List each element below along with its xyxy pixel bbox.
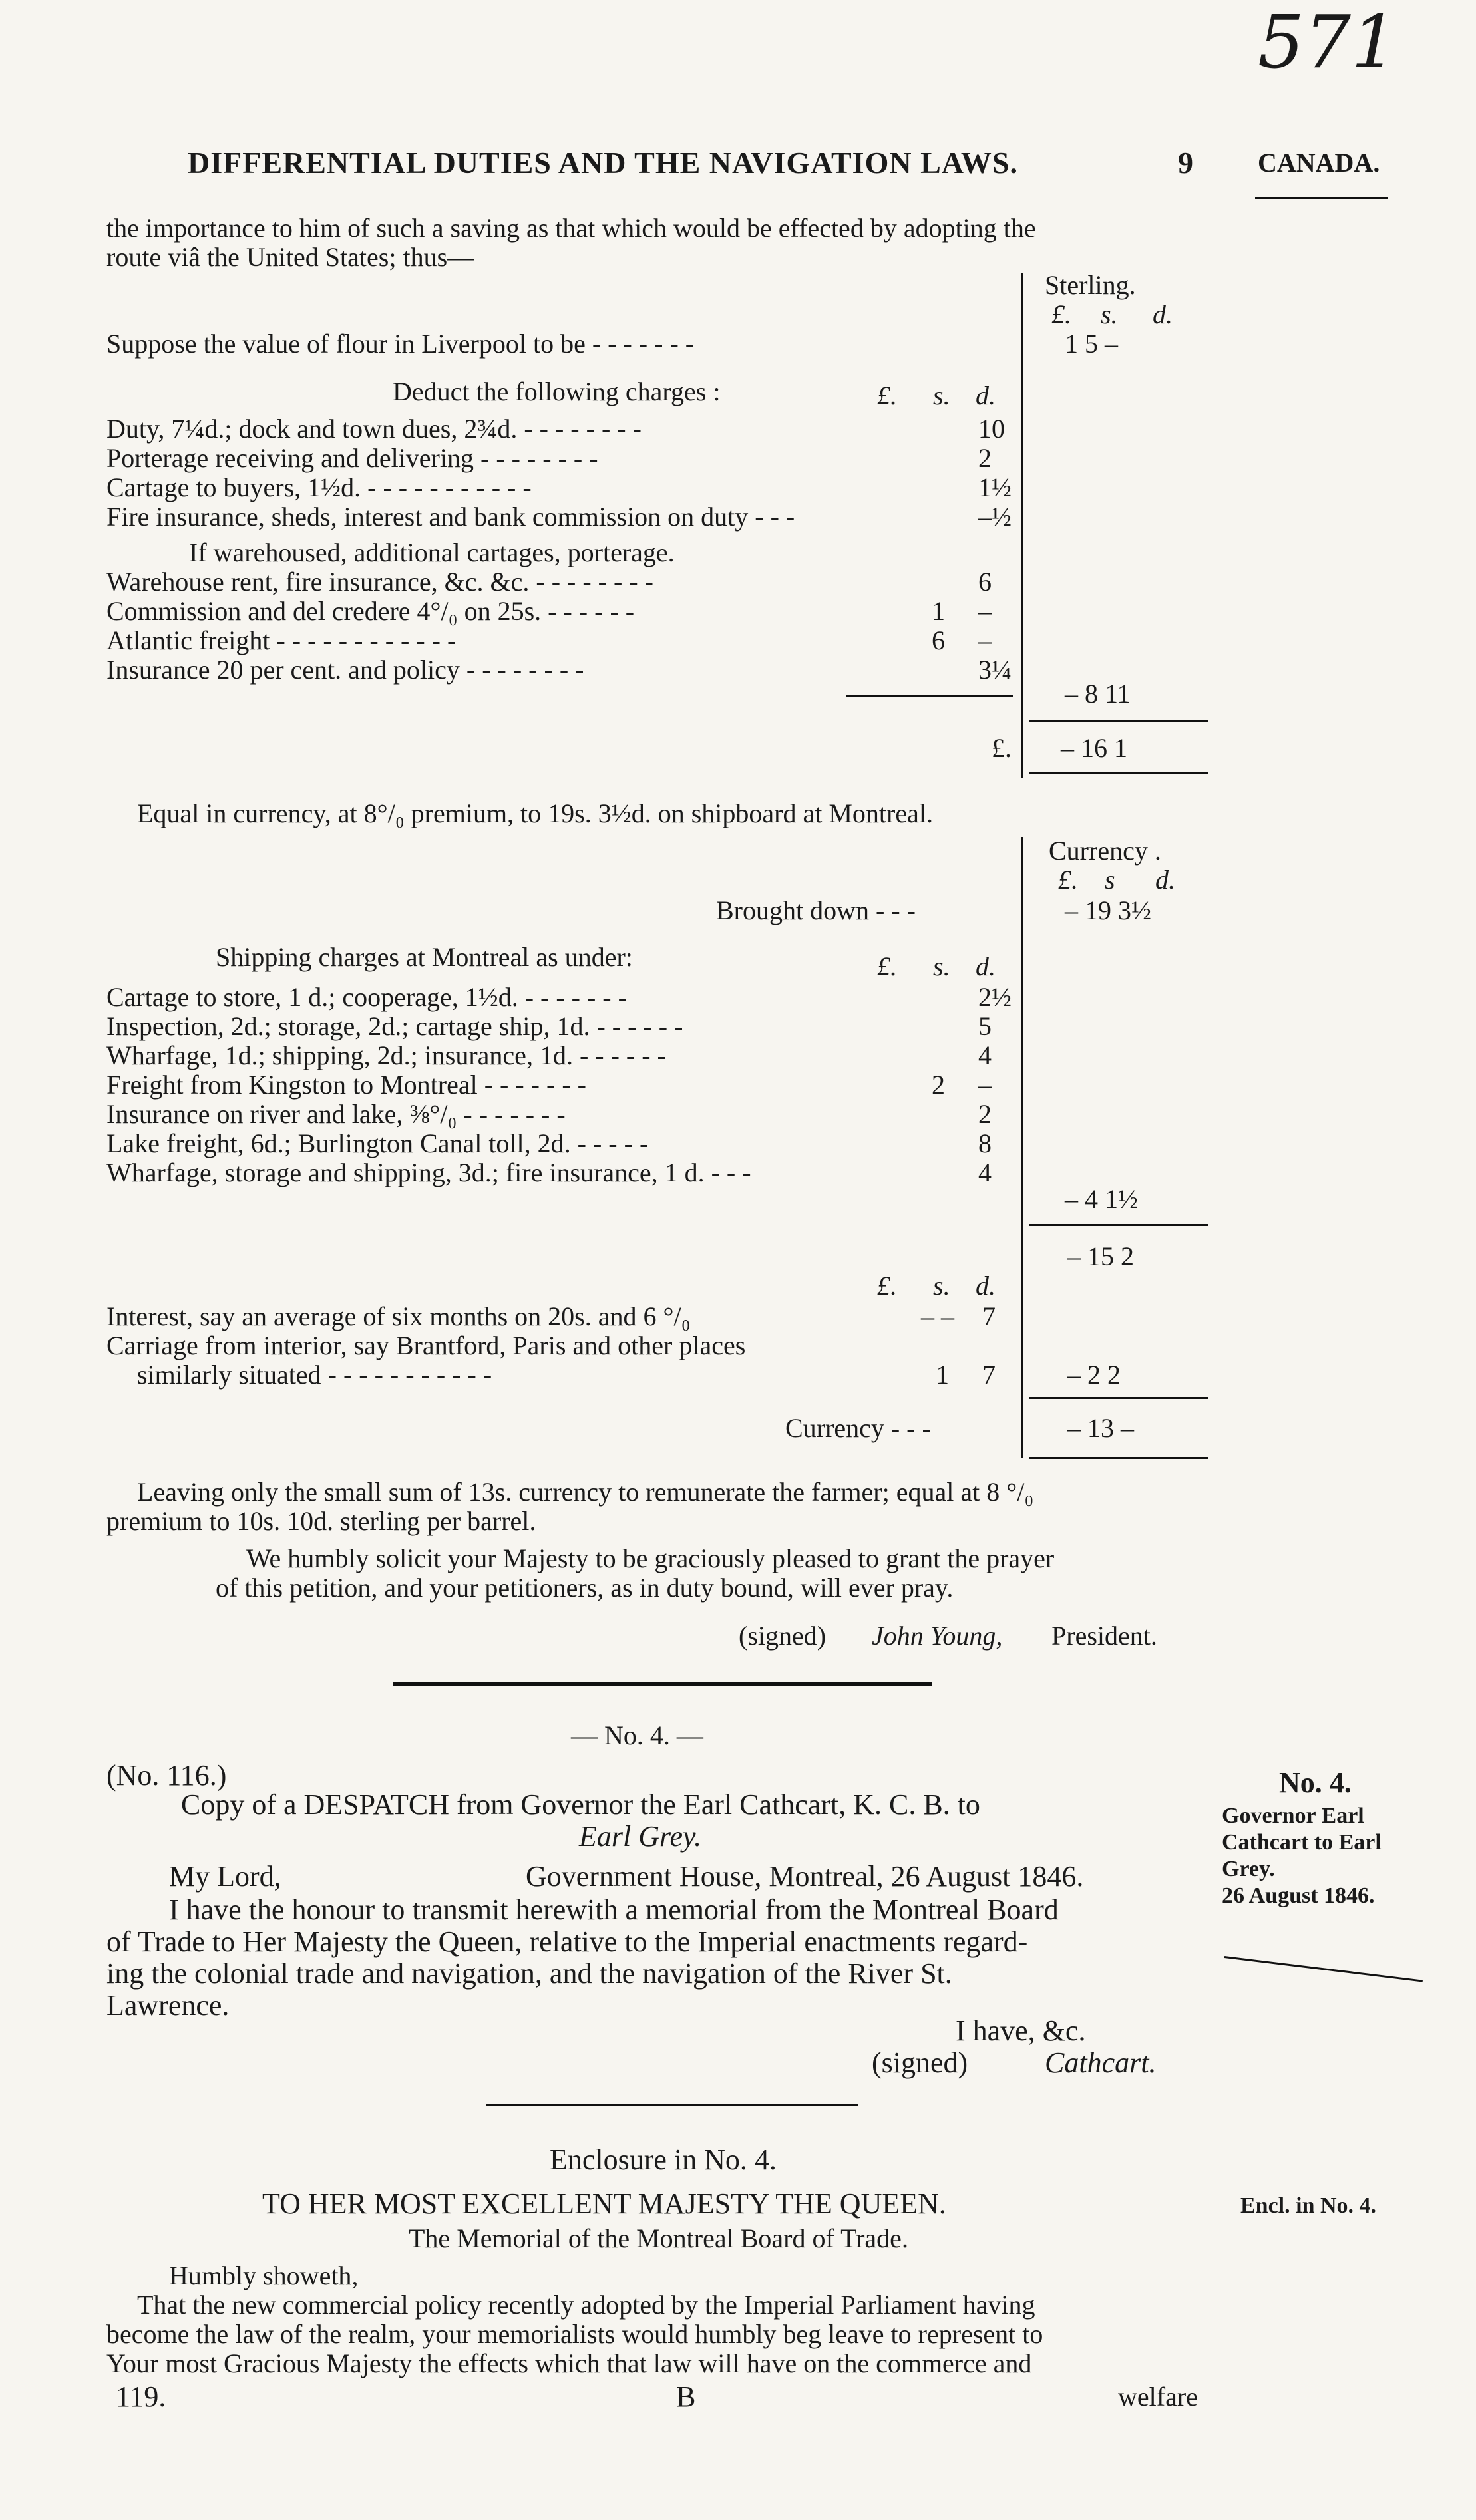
despatch-close: I have, &c. (956, 2014, 1086, 2047)
flour-value: 1 5 – (1065, 329, 1118, 359)
charge-row-label: Fire insurance, sheds, interest and bank commission on duty - - - (106, 502, 795, 532)
charge-row-pence: 2 (978, 443, 992, 473)
margin-cathcart: Cathcart to Earl (1222, 1830, 1382, 1855)
shipping-total: – 4 1½ (1065, 1184, 1138, 1214)
shipping-title: Shipping charges at Montreal as under: (216, 942, 633, 972)
charge-row-label: Warehouse rent, fire insurance, &c. &c. - - - - - - - - (106, 567, 653, 597)
closing-signer-title: President. (1051, 1621, 1157, 1651)
margin-grey: Grey. (1222, 1857, 1275, 1881)
intro-line-2: route viâ the United States; thus— (106, 242, 474, 272)
sterling-subtotal: – 8 11 (1065, 679, 1131, 709)
deduct-title: Deduct the following charges : (393, 377, 721, 406)
page-title: DIFFERENTIAL DUTIES AND THE NAVIGATION LAWS. (188, 146, 1018, 180)
despatch-body-4: Lawrence. (106, 1989, 230, 2022)
charge-row-pence: 5 (978, 1011, 992, 1041)
despatch-title-1: Copy of a DESPATCH from Governor the Earl Cathcart, K. C. B. to (181, 1788, 980, 1821)
charge-row-pence: 6 (978, 567, 992, 597)
interest-col-pounds: £. (877, 1271, 897, 1301)
charge-row-pence: 4 (978, 1040, 992, 1070)
folio-number: 571 (1258, 0, 1397, 84)
charge-row-pence: 8 (978, 1128, 992, 1158)
deduct-col-pence: d. (976, 381, 996, 410)
footer-signature-mark: B (676, 2380, 696, 2413)
carriage-shillings: 1 (936, 1360, 949, 1390)
sterling-column-rule (1021, 273, 1023, 778)
charge-row-pence: –½ (978, 502, 1012, 532)
interest-col-shillings: s. (933, 1271, 950, 1301)
enclosure-memorial: The Memorial of the Montreal Board of Trade. (409, 2223, 908, 2253)
currency-column-rule (1021, 837, 1023, 1458)
carriage-total: – 2 2 (1067, 1360, 1121, 1390)
charge-row-pence: 3¼ (978, 655, 1012, 685)
sterling-total-value: – 16 1 (1061, 733, 1127, 763)
despatch-body-1: I have the honour to transmit herewith a memorial from the Montreal Board (169, 1893, 1059, 1926)
charge-row-pence: 4 (978, 1158, 992, 1187)
currency-equivalence: Equal in currency, at 8°/₀ premium, to 19s. 3½d. on shipboard at Montreal. (137, 798, 933, 828)
charge-row-label: Freight from Kingston to Montreal - - - - - - - (106, 1070, 586, 1100)
enclosure-heading: Enclosure in No. 4. (550, 2143, 777, 2176)
brought-down-value: – 19 3½ (1065, 895, 1151, 925)
currency-col-pounds: £. (1058, 865, 1078, 895)
sterling-inner-rule (846, 695, 1013, 697)
sterling-col-pence: d. (1153, 299, 1173, 329)
shipping-col-pounds: £. (877, 951, 897, 981)
brought-down-label: Brought down - - - (716, 895, 916, 925)
interest-label: Interest, say an average of six months on 20s. and 6 °/₀ (106, 1301, 691, 1331)
intro-line-1: the importance to him of such a saving as that which would be effected by adopting the (106, 213, 1036, 243)
deduct-col-shillings: s. (933, 381, 950, 410)
charge-row-pence: – (978, 625, 992, 655)
enclosure-addressee: TO HER MOST EXCELLENT MAJESTY THE QUEEN. (262, 2187, 946, 2220)
closing-signer: John Young, (872, 1621, 1003, 1651)
charge-row-label: Porterage receiving and delivering - - - - - - - - (106, 443, 598, 473)
sterling-total-label: £. (992, 733, 1012, 763)
enclosure-divider (486, 2104, 858, 2106)
closing-line-1: Leaving only the small sum of 13s. currency to remunerate the farmer; equal at 8 °/₀ (137, 1477, 1034, 1507)
margin-pointer-line (1224, 1956, 1423, 1982)
charge-row-pence: – (978, 596, 992, 626)
running-total: – 15 2 (1067, 1241, 1134, 1271)
enclosure-showeth: Humbly showeth, (169, 2261, 359, 2290)
enclosure-body-2: become the law of the realm, your memorialists would humbly beg leave to represent to (106, 2319, 1043, 2349)
footer-number: 119. (116, 2380, 166, 2413)
charge-row-shillings: 1 (932, 596, 945, 626)
charge-row-label: Commission and del credere 4°/₀ on 25s. - - - - - - (106, 596, 635, 626)
shipping-col-pence: d. (976, 951, 996, 981)
charge-row-shillings: 6 (932, 625, 945, 655)
interest-col-pence: d. (976, 1271, 996, 1301)
shipping-total-rule (1029, 1224, 1208, 1226)
despatch-signer: Cathcart. (1045, 2046, 1157, 2079)
charge-row-label: Insurance 20 per cent. and policy - - - - - - - - (106, 655, 584, 685)
flour-value-label: Suppose the value of flour in Liverpool to be - - - - - - - (106, 329, 695, 359)
closing-line-4: of this petition, and your petitioners, as in duty bound, will ever pray. (216, 1573, 954, 1603)
charge-row-label: Wharfage, storage and shipping, 3d.; fire insurance, 1 d. - - - (106, 1158, 751, 1187)
margin-governor: Governor Earl (1222, 1804, 1364, 1828)
charge-row-pence: 1½ (978, 472, 1012, 502)
sterling-col-pounds: £. (1051, 299, 1071, 329)
despatch-body-2: of Trade to Her Majesty the Queen, relative to the Imperial enactments regard- (106, 1925, 1028, 1958)
despatch-ref: (No. 116.) (106, 1759, 227, 1792)
side-label: CANADA. (1258, 148, 1380, 178)
charge-row-label: Atlantic freight - - - - - - - - - - - - (106, 625, 457, 655)
deduct-col-pounds: £. (877, 381, 897, 410)
currency-col-pence: d. (1155, 865, 1175, 895)
currency-final-rule (1029, 1397, 1208, 1399)
closing-line-2: premium to 10s. 10d. sterling per barrel. (106, 1506, 536, 1536)
sterling-col-shillings: s. (1101, 299, 1118, 329)
carriage-label-2: similarly situated - - - - - - - - - - - (137, 1360, 492, 1390)
despatch-title-2: Earl Grey. (579, 1820, 702, 1853)
margin-no4: No. 4. (1279, 1766, 1352, 1799)
closing-line-3: We humbly solicit your Majesty to be graciously pleased to grant the prayer (246, 1543, 1055, 1573)
charge-row-label: Wharfage, 1d.; shipping, 2d.; insurance, 1d. - - - - - - (106, 1040, 666, 1070)
currency-final-label: Currency - - - (785, 1413, 931, 1443)
charge-row-label: Cartage to store, 1 d.; cooperage, 1½d. - - - - - - - (106, 982, 627, 1012)
shipping-col-shillings: s. (933, 951, 950, 981)
carriage-label-1: Carriage from interior, say Brantford, Paris and other places (106, 1331, 746, 1360)
charge-row-label: Duty, 7¼d.; dock and town dues, 2¾d. - - - - - - - - (106, 414, 642, 444)
sterling-total-rule (1029, 720, 1208, 722)
section-divider (393, 1682, 932, 1686)
currency-col-shillings: s (1105, 865, 1115, 895)
charge-row-pence: – (978, 1070, 992, 1100)
page-number: 9 (1178, 146, 1194, 180)
despatch-signed: (signed) (872, 2046, 968, 2079)
currency-bottom-rule (1029, 1457, 1208, 1459)
charge-row-pence: 2½ (978, 982, 1012, 1012)
charge-row-label: Cartage to buyers, 1½d. - - - - - - - - - - - (106, 472, 532, 502)
charge-row-label: Insurance on river and lake, ⅜°/₀ - - - - - - - (106, 1099, 566, 1129)
charge-row-shillings: 2 (932, 1070, 945, 1100)
warehoused-subtitle: If warehoused, additional cartages, porterage. (189, 538, 675, 567)
currency-final-value: – 13 – (1067, 1413, 1134, 1443)
charge-row-pence: 10 (978, 414, 1005, 444)
footer-catchword: welfare (1118, 2382, 1198, 2412)
closing-signed: (signed) (739, 1621, 827, 1651)
enclosure-body-3: Your most Gracious Majesty the effects which that law will have on the commerce and (106, 2348, 1032, 2378)
enclosure-body-1: That the new commercial policy recently adopted by the Imperial Parliament having (137, 2290, 1035, 2320)
despatch-body-3: ing the colonial trade and navigation, and the navigation of the River St. (106, 1957, 952, 1990)
despatch-salutation: My Lord, (169, 1860, 281, 1893)
charge-row-pence: 2 (978, 1099, 992, 1129)
section-number: — No. 4. — (571, 1720, 703, 1750)
currency-heading: Currency . (1049, 836, 1161, 866)
despatch-place-date: Government House, Montreal, 26 August 1846. (526, 1860, 1084, 1893)
carriage-pence: 7 (982, 1360, 996, 1390)
margin-enclosure: Encl. in No. 4. (1240, 2193, 1377, 2218)
side-label-rule (1255, 197, 1388, 199)
sterling-bottom-rule (1029, 772, 1208, 774)
margin-date: 26 August 1846. (1222, 1883, 1375, 1908)
sterling-heading: Sterling. (1045, 270, 1136, 300)
interest-pence: 7 (982, 1301, 996, 1331)
charge-row-label: Inspection, 2d.; storage, 2d.; cartage ship, 1d. - - - - - - (106, 1011, 683, 1041)
charge-row-label: Lake freight, 6d.; Burlington Canal toll, 2d. - - - - - (106, 1128, 649, 1158)
